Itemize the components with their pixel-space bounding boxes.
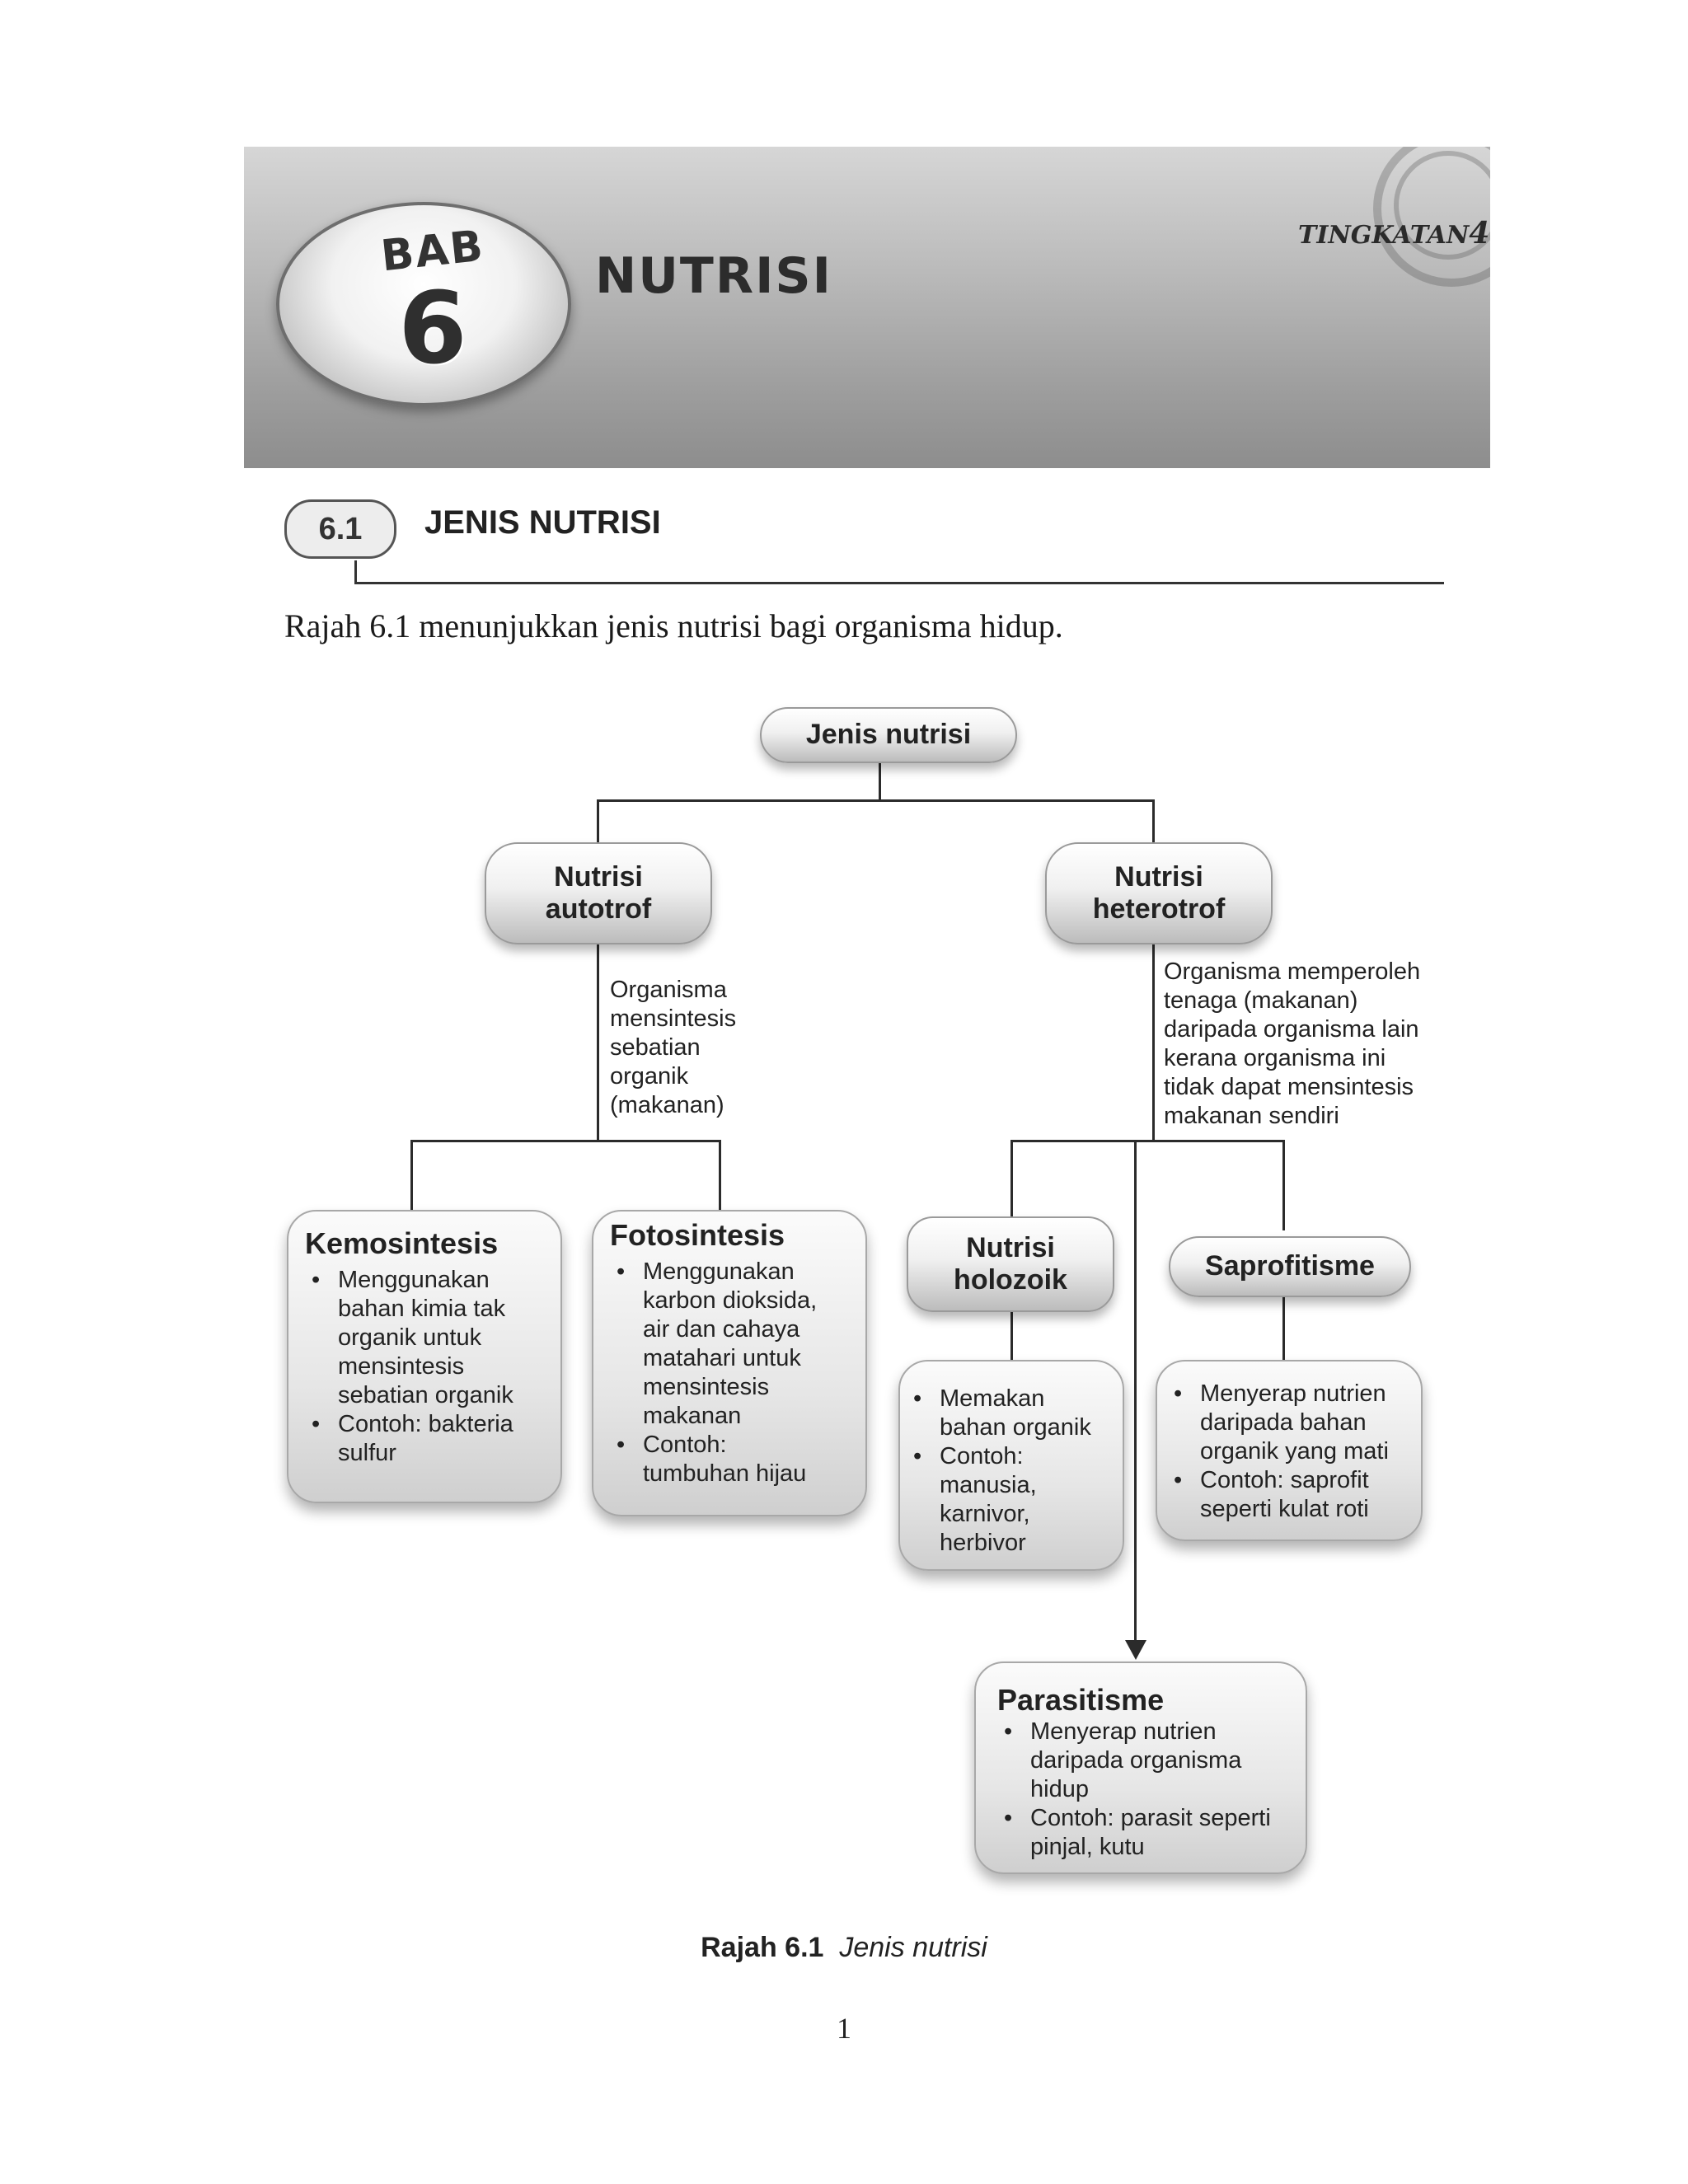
- holozoik-detail-box: [898, 1360, 1124, 1571]
- holozoik-line1: Nutrisi: [966, 1231, 1055, 1263]
- connector-autotrof-horizontal: [410, 1140, 720, 1142]
- arrow-down-icon: [1125, 1640, 1146, 1661]
- chapter-bab-label: BAB: [378, 221, 487, 282]
- heterotrof-desc-line: tidak dapat mensintesis: [1164, 1074, 1414, 1100]
- heterotrof-desc-line: daripada organisma lain: [1164, 1016, 1419, 1043]
- saprofitisme-label: Saprofitisme: [1205, 1250, 1375, 1282]
- bullet-line: • Contoh:: [643, 1432, 727, 1458]
- bullet-line: • Menyerap nutrien: [1030, 1718, 1217, 1745]
- autotrof-desc-line: sebatian: [610, 1034, 701, 1061]
- intro-text: Rajah 6.1 menunjukkan jenis nutrisi bagi organisma hidup.: [284, 607, 1063, 644]
- node-jenis-nutrisi-label: Jenis nutrisi: [805, 719, 972, 751]
- bullet-line: daripada bahan: [1200, 1409, 1367, 1436]
- bullet-line: sulfur: [338, 1440, 396, 1466]
- bullet-line: daripada organisma: [1030, 1747, 1242, 1774]
- bullet-line: mensintesis: [643, 1374, 770, 1400]
- parasitisme-title: Parasitisme: [997, 1683, 1165, 1717]
- saprofitisme-bullet: [1167, 1380, 1414, 1466]
- node-kemosintesis: [287, 1210, 562, 1503]
- saprofitisme-bullet: [1167, 1466, 1414, 1524]
- autotrof-desc-line: mensintesis: [610, 1005, 737, 1032]
- heterotrof-desc-line: makanan sendiri: [1164, 1103, 1339, 1129]
- bullet-line: makanan: [643, 1403, 742, 1429]
- section-number-badge: 6.1: [284, 499, 396, 559]
- holozoik-list: [907, 1385, 1121, 1558]
- node-nutrisi-autotrof: [485, 842, 712, 944]
- bullet-line: • Contoh: saprofit: [1200, 1467, 1369, 1493]
- bullet-line: air dan cahaya: [643, 1316, 800, 1343]
- node-jenis-nutrisi: [760, 707, 1017, 763]
- chapter-number: 6: [398, 272, 467, 387]
- holozoik-bullet: [907, 1385, 1121, 1442]
- bullet-line: manusia,: [940, 1472, 1037, 1498]
- bullet-line: bahan kimia tak: [338, 1296, 506, 1322]
- autotrof-description: [610, 976, 791, 1120]
- bullet-line: matahari untuk: [643, 1345, 801, 1371]
- heterotrof-desc-line: kerana organisma ini: [1164, 1045, 1386, 1071]
- level-number: 4: [1469, 216, 1490, 251]
- parasitisme-bullet: [997, 1804, 1302, 1862]
- fotosintesis-title: Fotosintesis: [610, 1218, 785, 1252]
- autotrof-line1: Nutrisi: [554, 860, 643, 893]
- node-nutrisi-heterotrof: [1045, 842, 1273, 944]
- caption-text: Jenis nutrisi: [839, 1932, 987, 1963]
- kemosintesis-bullet: [305, 1410, 552, 1468]
- bullet-line: • Memakan: [940, 1385, 1045, 1412]
- holozoik-bullet: [907, 1442, 1121, 1558]
- bullet-line: • Menyerap nutrien: [1200, 1380, 1386, 1407]
- section-title: JENIS NUTRISI: [424, 504, 661, 541]
- bullet-line: organik yang mati: [1200, 1438, 1389, 1465]
- level-word: TINGKATAN: [1298, 221, 1470, 250]
- connector-to-holozoik: [1010, 1140, 1013, 1222]
- holozoik-line2: holozoik: [954, 1264, 1067, 1296]
- bullet-line: karnivor,: [940, 1501, 1030, 1527]
- bullet-line: • Contoh:: [940, 1443, 1024, 1469]
- kemosintesis-bullet: [305, 1266, 552, 1410]
- parasitisme-list: [997, 1718, 1302, 1862]
- level-tag: [1298, 216, 1489, 251]
- caption-label: Rajah 6.1: [701, 1932, 824, 1963]
- fotosintesis-bullet: [610, 1431, 857, 1488]
- bullet-line: seperti kulat roti: [1200, 1496, 1369, 1522]
- kemosintesis-list: [305, 1266, 552, 1468]
- section-rule-stub: [354, 560, 357, 583]
- bullet-line: • Menggunakan: [338, 1267, 490, 1293]
- autotrof-desc-line: Organisma: [610, 977, 727, 1003]
- bullet-line: tumbuhan hijau: [643, 1460, 807, 1487]
- bullet-line: herbivor: [940, 1530, 1026, 1556]
- bullet-line: • Menggunakan: [643, 1258, 795, 1285]
- bullet-line: sebatian organik: [338, 1382, 513, 1408]
- saprofitisme-list: [1167, 1380, 1414, 1524]
- connector-to-heterotrof: [1152, 799, 1155, 847]
- node-fotosintesis: [592, 1210, 867, 1516]
- node-saprofitisme: [1169, 1236, 1411, 1297]
- bullet-line: karbon dioksida,: [643, 1287, 818, 1314]
- autotrof-desc-line: (makanan): [610, 1092, 724, 1118]
- section-rule: [354, 582, 1444, 584]
- connector-heterotrof-down: [1152, 941, 1155, 1141]
- page-number: 1: [837, 2012, 851, 2045]
- kemosintesis-title: Kemosintesis: [305, 1226, 499, 1260]
- bullet-line: hidup: [1030, 1776, 1089, 1802]
- connector-to-parasitisme: [1134, 1140, 1137, 1643]
- autotrof-desc-line: organik: [610, 1063, 689, 1090]
- saprofitisme-detail-box: [1156, 1360, 1423, 1541]
- heterotrof-line2: heterotrof: [1092, 893, 1226, 925]
- parasitisme-bullet: [997, 1718, 1302, 1804]
- heterotrof-desc-line: Organisma memperoleh: [1164, 958, 1421, 985]
- connector-saprofitisme-down: [1282, 1294, 1285, 1361]
- bullet-line: mensintesis: [338, 1353, 465, 1380]
- node-nutrisi-holozoik: [907, 1216, 1114, 1312]
- heterotrof-description: [1164, 958, 1444, 1131]
- connector-heterotrof-horizontal: [1010, 1140, 1284, 1142]
- connector-root-horizontal: [597, 799, 1154, 802]
- connector-to-kemosintesis: [410, 1140, 413, 1214]
- bullet-line: organik untuk: [338, 1324, 482, 1351]
- node-parasitisme: [974, 1661, 1307, 1874]
- figure-caption: [0, 1932, 1688, 1964]
- heterotrof-desc-line: tenaga (makanan): [1164, 987, 1358, 1014]
- connector-to-fotosintesis: [719, 1140, 721, 1214]
- fotosintesis-bullet: [610, 1258, 857, 1431]
- bullet-line: • Contoh: parasit seperti: [1030, 1805, 1271, 1831]
- bullet-line: pinjal, kutu: [1030, 1834, 1145, 1860]
- connector-to-saprofitisme: [1282, 1140, 1285, 1230]
- bullet-line: bahan organik: [940, 1414, 1091, 1441]
- fotosintesis-list: [610, 1258, 857, 1488]
- connector-to-autotrof: [597, 799, 599, 847]
- heterotrof-line1: Nutrisi: [1114, 860, 1203, 893]
- chapter-title: NUTRISI: [595, 247, 832, 305]
- bullet-line: • Contoh: bakteria: [338, 1411, 513, 1437]
- connector-autotrof-down: [597, 941, 599, 1141]
- autotrof-line2: autotrof: [545, 893, 652, 925]
